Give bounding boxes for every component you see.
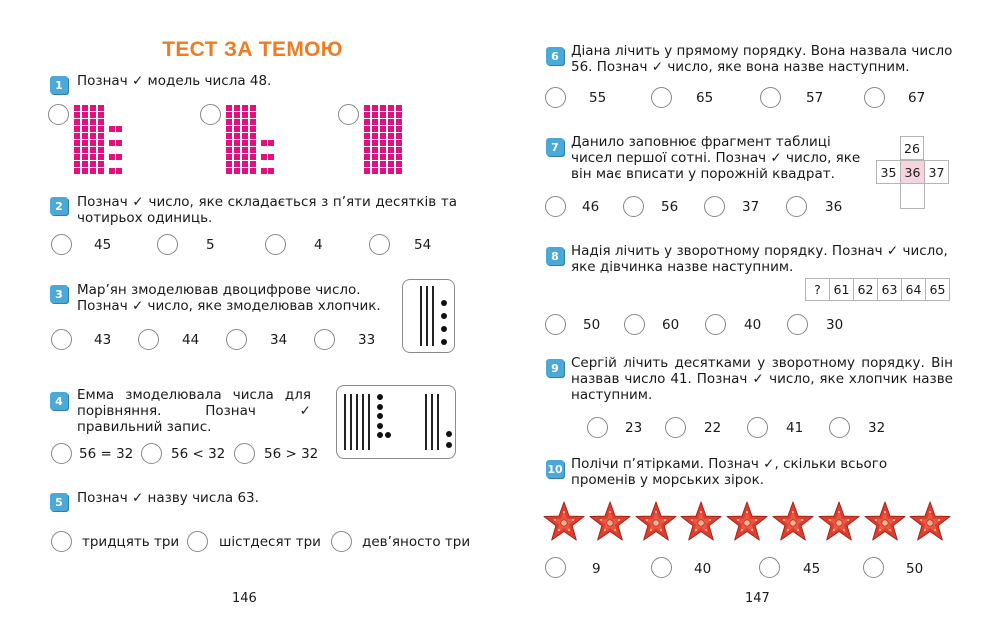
one-cube — [109, 126, 115, 132]
ten-rod-unit — [74, 126, 80, 132]
grid-cell-center: 36 — [900, 160, 925, 184]
ten-rod-unit — [250, 140, 256, 146]
q8-option-1-radio[interactable] — [545, 314, 566, 335]
ten-rod-unit — [90, 161, 96, 167]
q5-option-1-label: тридцять три — [82, 534, 180, 550]
ten-rod-unit — [82, 126, 88, 132]
ten-rod-unit — [82, 112, 88, 118]
q9-option-1-radio[interactable] — [587, 417, 608, 438]
ten-rod-unit — [388, 161, 394, 167]
ten-rod-unit — [98, 168, 104, 174]
ten-rod-unit — [242, 140, 248, 146]
ten-rod-unit — [98, 147, 104, 153]
q7-option-4-label: 36 — [825, 199, 843, 215]
one-dot — [446, 431, 452, 437]
one-cube — [109, 154, 115, 160]
ten-rod-unit — [226, 161, 232, 167]
ten-rod-unit — [250, 154, 256, 160]
q3-option-2-label: 44 — [182, 332, 200, 348]
ten-rod-unit — [98, 154, 104, 160]
one-cube — [261, 154, 267, 160]
ten-rod-unit — [250, 147, 256, 153]
question-7-text: Данило заповнює фрагмент таблиці чисел першої сотні. Познач ✓ число, яке він має вписати у порожній квадрат. — [571, 134, 861, 182]
starfish-icon — [771, 500, 815, 544]
one-cube — [116, 126, 122, 132]
question-6-text: Діана лічить у прямому порядку. Вона назвала число 56. Познач ✓ число, яке вона назве наступним. — [571, 43, 953, 75]
ten-rod-unit — [242, 154, 248, 160]
one-cube — [116, 140, 122, 146]
ten-rod-unit — [372, 168, 378, 174]
q6-option-2-radio[interactable] — [651, 87, 672, 108]
ten-rod-unit — [396, 147, 402, 153]
q7-option-2-radio[interactable] — [623, 196, 644, 217]
question-number-8: 8 — [546, 247, 564, 265]
ten-rod-unit — [396, 161, 402, 167]
ten-rod-unit — [234, 105, 240, 111]
question-4-text: Емма змоделювала числа для порівняння. Познач ✓ правильний запис. — [77, 387, 311, 435]
q6-option-1-label: 55 — [589, 90, 607, 106]
ten-rod-unit — [380, 161, 386, 167]
q3-option-4-radio[interactable] — [314, 329, 335, 350]
ten-rod-unit — [380, 126, 386, 132]
q2-option-2-radio[interactable] — [157, 234, 178, 255]
q10-option-3-label: 45 — [803, 561, 821, 577]
starfish-icon — [725, 500, 769, 544]
ten-rod — [432, 286, 434, 346]
q3-option-2-radio[interactable] — [138, 329, 159, 350]
question-number-1: 1 — [50, 76, 68, 94]
ten-rod-unit — [250, 133, 256, 139]
q3-option-1-label: 43 — [94, 332, 112, 348]
ten-rod-unit — [250, 105, 256, 111]
ten-rod-unit — [98, 140, 104, 146]
q3-option-3-radio[interactable] — [226, 329, 247, 350]
ten-rod-unit — [364, 161, 370, 167]
q4-option-3-radio[interactable] — [234, 443, 255, 464]
q4-option-2-label: 56 < 32 — [171, 446, 226, 462]
ten-rod-unit — [364, 112, 370, 118]
ten-rod-unit — [82, 133, 88, 139]
starfish-icon — [817, 500, 861, 544]
ten-rod-unit — [226, 119, 232, 125]
q7-option-1-radio[interactable] — [545, 196, 566, 217]
ten-rod-unit — [98, 105, 104, 111]
ten-rod-unit — [364, 168, 370, 174]
ten-rod-unit — [90, 119, 96, 125]
ten-rod — [425, 394, 427, 450]
ten-rod-unit — [250, 112, 256, 118]
grid-cell-empty[interactable] — [900, 183, 925, 209]
q4-option-1-radio[interactable] — [51, 443, 72, 464]
ten-rod-unit — [74, 112, 80, 118]
q6-option-4-radio[interactable] — [864, 87, 885, 108]
ten-rod-unit — [242, 126, 248, 132]
ten-rod-unit — [74, 154, 80, 160]
ten-rod-unit — [388, 133, 394, 139]
ten-rod — [368, 394, 370, 450]
one-dot — [441, 326, 447, 332]
ten-rod-unit — [364, 140, 370, 146]
q5-option-3-label: дев’яносто три — [362, 534, 471, 550]
one-dot — [377, 432, 383, 438]
q2-option-1-label: 45 — [94, 237, 112, 253]
ten-rod-unit — [396, 168, 402, 174]
q1-option-3-radio[interactable] — [338, 104, 359, 125]
ten-rod-unit — [82, 119, 88, 125]
ten-rod — [362, 394, 364, 450]
question-number-5: 5 — [50, 493, 68, 511]
ten-rod-unit — [396, 105, 402, 111]
q2-option-4-label: 54 — [414, 237, 432, 253]
ten-rod-unit — [372, 119, 378, 125]
ten-rod-unit — [380, 133, 386, 139]
q4-option-1-label: 56 = 32 — [79, 446, 134, 462]
ten-rod-unit — [372, 140, 378, 146]
ten-rod-unit — [74, 105, 80, 111]
ten-rod-unit — [372, 161, 378, 167]
q10-option-2-label: 40 — [694, 561, 712, 577]
one-dot — [377, 404, 383, 410]
question-8-text: Надія лічить у зворотному порядку. Познач ✓ число, яке дівчинка назве наступним. — [571, 243, 948, 275]
ten-rod-unit — [90, 168, 96, 174]
one-cube — [268, 154, 274, 160]
grid-cell-top: 26 — [900, 136, 924, 160]
q9-option-4-label: 32 — [868, 420, 886, 436]
q8-option-2-radio[interactable] — [624, 314, 645, 335]
question-number-10: 10 — [546, 460, 564, 478]
q10-option-1-label: 9 — [592, 561, 601, 577]
ten-rod-unit — [380, 112, 386, 118]
one-dot — [441, 300, 447, 306]
ten-rod-unit — [226, 112, 232, 118]
ten-rod-unit — [372, 126, 378, 132]
ten-rod-unit — [74, 133, 80, 139]
q10-option-1-radio[interactable] — [545, 557, 566, 578]
ten-rod-unit — [226, 168, 232, 174]
q2-option-3-radio[interactable] — [265, 234, 286, 255]
ten-rod-unit — [82, 168, 88, 174]
question-3-text: Мар’ян змоделював двоцифрове число. Познач ✓ число, яке змоделював хлопчик. — [77, 282, 381, 314]
one-cube — [268, 140, 274, 146]
ten-rod-unit — [364, 154, 370, 160]
ten-rod-unit — [380, 168, 386, 174]
q10-option-4-label: 50 — [906, 561, 924, 577]
ten-rod — [350, 394, 352, 450]
ten-rod-unit — [372, 154, 378, 160]
ten-rod-unit — [234, 112, 240, 118]
ten-rod-unit — [82, 154, 88, 160]
q6-option-3-label: 57 — [806, 90, 824, 106]
starfish-icon — [634, 500, 678, 544]
ten-rod-unit — [90, 133, 96, 139]
grid-cell-right: 37 — [924, 160, 949, 184]
question-2-text: Познач ✓ число, яке складається з п’яти десятків та чотирьох одиниць. — [77, 194, 457, 226]
ten-rod-unit — [242, 105, 248, 111]
q10-option-3-radio[interactable] — [759, 557, 780, 578]
q7-option-3-radio[interactable] — [704, 196, 725, 217]
question-9-text: Сергій лічить десятками у зворотному порядку. Він назвав число 41. Познач ✓ число, яке хлопчик назве наступним. — [571, 355, 953, 403]
ten-rod-unit — [226, 154, 232, 160]
ten-rod-unit — [98, 133, 104, 139]
ten-rod — [420, 286, 422, 346]
ten-rod-unit — [250, 126, 256, 132]
ten-rod-unit — [226, 147, 232, 153]
q4-option-2-radio[interactable] — [141, 443, 162, 464]
one-cube — [109, 168, 115, 174]
sequence-cell: 61 — [829, 278, 854, 301]
ten-rod-unit — [388, 168, 394, 174]
ten-rod-unit — [364, 105, 370, 111]
one-dot — [377, 423, 383, 429]
ten-rod-unit — [234, 119, 240, 125]
q9-option-2-radio[interactable] — [665, 417, 686, 438]
ten-rod-unit — [242, 168, 248, 174]
ten-rod-unit — [380, 154, 386, 160]
q2-option-3-label: 4 — [314, 237, 323, 253]
ten-rod-unit — [396, 112, 402, 118]
starfish-icon — [542, 500, 586, 544]
q2-option-2-label: 5 — [206, 237, 215, 253]
ten-rod-unit — [372, 147, 378, 153]
ten-rod-unit — [74, 168, 80, 174]
q2-option-1-radio[interactable] — [51, 234, 72, 255]
ten-rod-unit — [234, 161, 240, 167]
one-cube — [268, 168, 274, 174]
sequence-cell: 64 — [901, 278, 926, 301]
ten-rod-unit — [98, 119, 104, 125]
q9-option-1-label: 23 — [625, 420, 643, 436]
ten-rod-unit — [82, 161, 88, 167]
ten-rod-unit — [242, 119, 248, 125]
ten-rod-unit — [74, 147, 80, 153]
q6-option-2-label: 65 — [696, 90, 714, 106]
ten-rod — [437, 394, 439, 450]
sequence-cell[interactable]: ? — [805, 278, 830, 301]
ten-rod-unit — [98, 126, 104, 132]
q8-option-3-radio[interactable] — [705, 314, 726, 335]
ten-rod-unit — [396, 133, 402, 139]
q9-option-3-radio[interactable] — [747, 417, 768, 438]
ten-rod — [344, 394, 346, 450]
ten-rod-unit — [372, 112, 378, 118]
ten-rod-unit — [82, 140, 88, 146]
one-dot — [441, 339, 447, 345]
ten-rod-unit — [90, 154, 96, 160]
sequence-cell: 62 — [853, 278, 878, 301]
ten-rod-unit — [250, 119, 256, 125]
sequence-cell: 63 — [877, 278, 902, 301]
one-dot — [446, 442, 452, 448]
starfish-icon — [863, 500, 907, 544]
ten-rod-unit — [82, 105, 88, 111]
ten-rod-unit — [388, 112, 394, 118]
ten-rod-unit — [234, 126, 240, 132]
ten-rod-unit — [226, 133, 232, 139]
ten-rod-unit — [250, 168, 256, 174]
q10-option-4-radio[interactable] — [863, 557, 884, 578]
q6-option-3-radio[interactable] — [760, 87, 781, 108]
page-number-right: 147 — [745, 591, 770, 606]
one-dot — [385, 432, 391, 438]
q3-option-3-label: 34 — [270, 332, 288, 348]
q3-option-1-radio[interactable] — [51, 329, 72, 350]
ten-rod-unit — [90, 140, 96, 146]
q2-option-4-radio[interactable] — [369, 234, 390, 255]
ten-rod-unit — [90, 105, 96, 111]
q10-option-2-radio[interactable] — [651, 557, 672, 578]
starfish-icon — [908, 500, 952, 544]
q4-model-card — [336, 385, 456, 459]
ten-rod-unit — [388, 154, 394, 160]
q5-option-1-radio[interactable] — [51, 531, 72, 552]
q1-option-1-radio[interactable] — [48, 104, 69, 125]
one-dot — [377, 394, 383, 400]
question-number-9: 9 — [546, 359, 564, 377]
ten-rod-unit — [396, 119, 402, 125]
ten-rod-unit — [380, 147, 386, 153]
one-dot — [441, 313, 447, 319]
q8-option-4-radio[interactable] — [787, 314, 808, 335]
question-number-7: 7 — [546, 138, 564, 156]
q6-option-1-radio[interactable] — [545, 87, 566, 108]
question-1-text: Познач ✓ модель числа 48. — [77, 73, 272, 89]
one-cube — [116, 168, 122, 174]
q6-option-4-label: 67 — [908, 90, 926, 106]
question-number-6: 6 — [546, 47, 564, 65]
ten-rod-unit — [396, 154, 402, 160]
ten-rod-unit — [234, 154, 240, 160]
q8-option-1-label: 50 — [583, 317, 601, 333]
question-number-2: 2 — [50, 197, 68, 215]
ten-rod-unit — [226, 126, 232, 132]
ten-rod-unit — [234, 133, 240, 139]
ten-rod-unit — [380, 105, 386, 111]
q8-option-2-label: 60 — [662, 317, 680, 333]
ten-rod-unit — [364, 119, 370, 125]
ten-rod-unit — [364, 147, 370, 153]
question-number-4: 4 — [50, 392, 68, 410]
page-title: ТЕСТ ЗА ТЕМОЮ — [162, 38, 343, 61]
q5-option-2-radio[interactable] — [187, 531, 208, 552]
ten-rod-unit — [98, 161, 104, 167]
q7-option-2-label: 56 — [661, 199, 679, 215]
ten-rod-unit — [242, 133, 248, 139]
question-5-text: Познач ✓ назву числа 63. — [77, 490, 259, 506]
ten-rod-unit — [364, 126, 370, 132]
starfish-icon — [588, 500, 632, 544]
question-10-text: Полічи п’ятірками. Познач ✓, скільки всього променів у морських зірок. — [571, 456, 888, 488]
ten-rod-unit — [242, 147, 248, 153]
ten-rod-unit — [372, 105, 378, 111]
one-cube — [109, 140, 115, 146]
q7-option-4-radio[interactable] — [786, 196, 807, 217]
page-number-left: 146 — [232, 591, 257, 606]
ten-rod-unit — [396, 140, 402, 146]
q7-option-3-label: 37 — [742, 199, 760, 215]
q1-option-2-radio[interactable] — [200, 104, 221, 125]
ten-rod-unit — [364, 133, 370, 139]
ten-rod-unit — [82, 147, 88, 153]
q5-option-2-label: шістдесят три — [219, 534, 321, 550]
ten-rod-unit — [380, 119, 386, 125]
one-cube — [261, 140, 267, 146]
ten-rod-unit — [90, 126, 96, 132]
ten-rod-unit — [388, 105, 394, 111]
ten-rod-unit — [226, 140, 232, 146]
q3-option-4-label: 33 — [358, 332, 376, 348]
ten-rod-unit — [242, 112, 248, 118]
ten-rod-unit — [388, 140, 394, 146]
one-dot — [377, 413, 383, 419]
q9-option-2-label: 22 — [704, 420, 722, 436]
ten-rod-unit — [388, 119, 394, 125]
ten-rod-unit — [234, 140, 240, 146]
ten-rod-unit — [74, 119, 80, 125]
ten-rod-unit — [74, 161, 80, 167]
ten-rod-unit — [372, 133, 378, 139]
q4-option-3-label: 56 > 32 — [264, 446, 319, 462]
q9-option-4-radio[interactable] — [829, 417, 850, 438]
one-cube — [116, 154, 122, 160]
ten-rod-unit — [90, 147, 96, 153]
ten-rod-unit — [396, 126, 402, 132]
sequence-cell: 65 — [925, 278, 950, 301]
grid-cell-left: 35 — [876, 160, 901, 184]
q3-model-card — [402, 279, 455, 353]
ten-rod-unit — [90, 112, 96, 118]
ten-rod-unit — [242, 161, 248, 167]
q7-option-1-label: 46 — [582, 199, 600, 215]
one-cube — [261, 168, 267, 174]
ten-rod-unit — [388, 126, 394, 132]
ten-rod-unit — [234, 147, 240, 153]
q5-option-3-radio[interactable] — [331, 531, 352, 552]
ten-rod — [426, 286, 428, 346]
ten-rod-unit — [234, 168, 240, 174]
ten-rod-unit — [226, 105, 232, 111]
starfish-icon — [679, 500, 723, 544]
ten-rod — [356, 394, 358, 450]
ten-rod-unit — [74, 140, 80, 146]
ten-rod-unit — [388, 147, 394, 153]
ten-rod-unit — [98, 112, 104, 118]
q8-option-4-label: 30 — [826, 317, 844, 333]
question-number-3: 3 — [50, 285, 68, 303]
ten-rod-unit — [380, 140, 386, 146]
ten-rod — [431, 394, 433, 450]
q9-option-3-label: 41 — [786, 420, 804, 436]
q8-option-3-label: 40 — [744, 317, 762, 333]
ten-rod-unit — [250, 161, 256, 167]
